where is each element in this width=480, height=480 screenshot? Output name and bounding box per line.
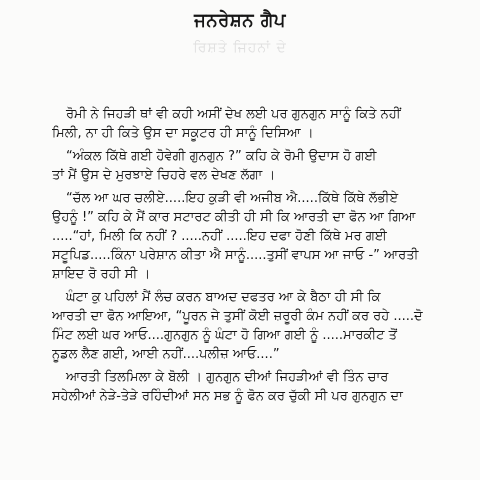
text-line: ਮਿੰਟ ਲਈ ਘਰ ਆਓ....ਗੁਨਗੁਨ ਨੂੰ ਘੰਟਾ ਹੋ ਗਿਆ ਗਈ ਨੂੰ .....ਮਾਰਕੀਟ ਤੋਂ: [52, 328, 397, 343]
text-line: ਮਿਲੀ, ਨਾ ਹੀ ਕਿਤੇ ਉਸ ਦਾ ਸਕੂਟਰ ਹੀ ਸਾਨੂੰ ਦਿਸਿਆ ।: [52, 126, 314, 141]
text-line: ਸਹੇਲੀਆਂ ਨੇੜੇ-ਤੇੜੇ ਰਹਿੰਦੀਆਂ ਸਨ ਸਭ ਨੂੰ ਫੋਨ ਕਰ ਚੁੱਕੀ ਸੀ ਪਰ ਗੁਨਗੁਨ ਦਾ: [52, 389, 403, 404]
text-line: ਉਹਨੂੰ !” ਕਹਿ ਕੇ ਮੈਂ ਕਾਰ ਸਟਾਰਟ ਕੀਤੀ ਹੀ ਸੀ ਕਿ ਆਰਤੀ ਦਾ ਫੋਨ ਆ ਗਿਆ: [52, 210, 416, 225]
body-text: [52, 105, 466, 410]
text-line: ਸਟੂਪਿਡ.....ਕਿੰਨਾ ਪਰੇਸ਼ਾਨ ਕੀਤਾ ਐ ਸਾਨੂੰ.....ਤੁਸੀਂ ਵਾਪਸ ਆ ਜਾਓ -” ਆਰਤੀ: [52, 248, 419, 263]
paragraph: [52, 105, 466, 143]
paragraph: [52, 288, 466, 364]
text-line: .....“ਹਾਂ, ਮਿਲੀ ਕਿ ਨਹੀਂ ? .....ਨਹੀਂ .....ਇਹ ਦਫਾ ਹੋਣੀ ਕਿੱਥੇ ਮਰ ਗਈ: [52, 229, 387, 244]
paragraph: [52, 368, 466, 406]
bleed-through-text: ਰਿਸ਼ਤੇ ਜਿਹਨਾਂ ਦੇ: [193, 40, 287, 56]
text-line: ਰੋਮੀ ਨੇ ਜਿਹੜੀ ਥਾਂ ਵੀ ਕਹੀ ਅਸੀਂ ਦੇਖ ਲਈ ਪਰ ਗੁਨਗੁਨ ਸਾਨੂੰ ਕਿਤੇ ਨਹੀਂ: [66, 107, 401, 122]
text-line: ਸ਼ਾਇਦ ਰੋ ਰਹੀ ਸੀ ।: [52, 267, 151, 282]
text-line: “ਚੱਲ ਆ ਘਰ ਚਲੀਏ.....ਇਹ ਕੁੜੀ ਵੀ ਅਜੀਬ ਐ.....ਕਿੱਥੇ ਕਿੱਥੇ ਲੱਭੀਏ: [66, 191, 399, 206]
text-line: ਤਾਂ ਮੈਂ ਉਸ ਦੇ ਮੁਰਝਾਏ ਚਿਹਰੇ ਵਲ ਦੇਖਣ ਲੱਗਾ ।: [52, 168, 276, 183]
chapter-title: ਜਨਰੇਸ਼ਨ ਗੈਪ: [194, 10, 286, 31]
paragraph: [52, 147, 466, 185]
text-line: ਆਰਤੀ ਦਾ ਫੋਨ ਆਇਆ, “ਪੂਰਨ ਜੇ ਤੁਸੀਂ ਕੋਈ ਜ਼ਰੂਰੀ ਕੰਮ ਨਹੀਂ ਕਰ ਰਹੇ .....ਦੋ: [52, 309, 423, 324]
text-line: ਘੰਟਾ ਕੁ ਪਹਿਲਾਂ ਮੈਂ ਲੰਚ ਕਰਨ ਬਾਅਦ ਦਫਤਰ ਆ ਕੇ ਬੈਠਾ ਹੀ ਸੀ ਕਿ: [66, 290, 381, 305]
text-line: ਆਰਤੀ ਤਿਲਮਿਲਾ ਕੇ ਬੋਲੀ । ਗੁਨਗੁਨ ਦੀਆਂ ਜਿਹੜੀਆਂ ਵੀ ਤਿੰਨ ਚਾਰ: [66, 370, 389, 385]
paragraph: [52, 189, 466, 284]
text-line: ਨੂਡਲ ਲੈਣ ਗਈ, ਆਈ ਨਹੀਂ....ਪਲੀਜ਼ ਆਓ....”: [52, 347, 280, 362]
text-line: “ਅੰਕਲ ਕਿੱਥੇ ਗਈ ਹੋਵੇਗੀ ਗੁਨਗੁਨ ?” ਕਹਿ ਕੇ ਰੋਮੀ ਉਦਾਸ ਹੋ ਗਈ: [66, 149, 377, 164]
